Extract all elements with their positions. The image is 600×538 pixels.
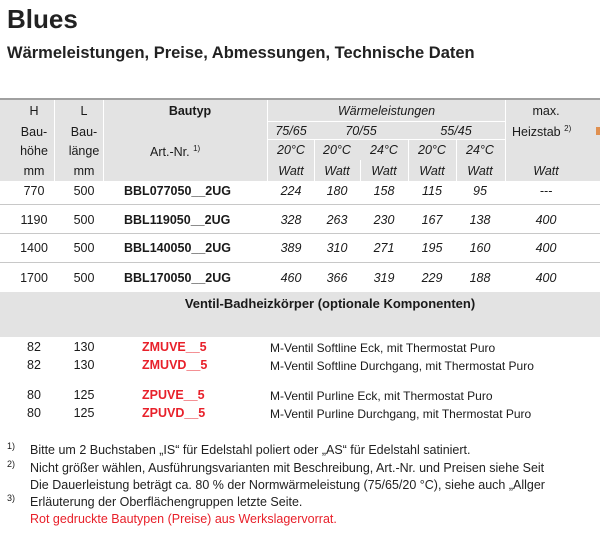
cell-w1: 460	[280, 271, 302, 285]
cell-w5: 138	[469, 213, 491, 227]
row-divider	[0, 204, 600, 205]
header-watt: Watt	[419, 164, 445, 178]
cell-w5: 160	[469, 241, 491, 255]
valve-section-title: Ventil-Badheizkörper (optionale Komponenten)	[184, 296, 476, 311]
cell-h: 1190	[20, 213, 48, 227]
cell-max: 400	[535, 271, 557, 285]
cell-art: BBL077050__2UG	[124, 184, 232, 198]
valve-l: 130	[73, 358, 95, 372]
header-heizstab-label: Heizstab	[512, 125, 561, 140]
header-waerme: Wärmeleistungen	[337, 104, 436, 118]
cell-w1: 224	[280, 184, 302, 198]
header-watt: Watt	[371, 164, 397, 178]
cell-w3: 271	[373, 241, 395, 255]
valve-l: 130	[73, 340, 95, 354]
cell-w4: 167	[421, 213, 443, 227]
cell-w4: 229	[421, 271, 443, 285]
cell-l: 500	[73, 271, 95, 285]
valve-desc: M-Ventil Purline Durchgang, mit Thermostat Puro	[270, 407, 532, 421]
header-heizstab-watt: Watt	[533, 164, 559, 178]
valve-desc: M-Ventil Softline Eck, mit Thermostat Puro	[270, 341, 496, 355]
header-bautyp: Bautyp	[168, 104, 212, 118]
header-group-55-45: 55/45	[440, 124, 472, 138]
cell-l: 500	[73, 184, 95, 198]
valve-art: ZPUVE__5	[142, 388, 205, 402]
valve-desc: M-Ventil Softline Durchgang, mit Thermostat Puro	[270, 359, 534, 373]
cell-h: 770	[23, 184, 45, 198]
cell-l: 500	[73, 213, 95, 227]
footnote-1: Bitte um 2 Buchstaben „IS“ für Edelstahl poliert oder „AS“ für Edelstahl satiniert.	[30, 443, 471, 457]
cell-w1: 389	[280, 241, 302, 255]
valve-art: ZMUVD__5	[142, 358, 208, 372]
header-artnr-label: Art.-Nr.	[150, 145, 190, 160]
header-watt: Watt	[467, 164, 493, 178]
header-h-sub: Bau-	[20, 125, 48, 139]
header-divider	[268, 139, 505, 140]
valve-h: 82	[27, 358, 41, 372]
header-heizstab-footnote: 2)	[564, 124, 572, 133]
cell-w4: 195	[421, 241, 443, 255]
valve-desc: M-Ventil Purline Eck, mit Thermostat Puro	[270, 389, 493, 403]
header-temp: 20°C	[277, 143, 305, 157]
valve-l: 125	[73, 406, 95, 420]
cell-w2: 180	[326, 184, 348, 198]
header-l-unit: mm	[73, 164, 95, 178]
valve-h: 80	[27, 388, 41, 402]
valve-art: ZPUVD__5	[142, 406, 206, 420]
row-divider	[0, 233, 600, 234]
footnote-stock-note: Rot gedruckte Bautypen (Preise) aus Werkslagervorrat.	[30, 512, 337, 526]
cell-w4: 115	[422, 184, 442, 198]
cell-w3: 230	[373, 213, 395, 227]
cell-w3: 158	[373, 184, 395, 198]
footnote-2: Nicht größer wählen, Ausführungsvarianten mit Beschreibung, Art.-Nr. und Preisen siehe Seit	[30, 461, 545, 475]
header-temp: 20°C	[418, 143, 446, 157]
header-temp: 20°C	[323, 143, 351, 157]
header-group-75-65: 75/65	[275, 124, 307, 138]
footnote-marker: 3)	[7, 493, 16, 503]
footnote-marker: 1)	[7, 441, 16, 451]
cell-h: 1400	[20, 241, 48, 255]
cell-w3: 319	[373, 271, 395, 285]
header-divider	[268, 121, 505, 122]
cell-l: 500	[73, 241, 95, 255]
header-artnr-footnote: 1)	[193, 144, 201, 153]
valve-l: 125	[73, 388, 95, 402]
header-l-sub: Bau-	[70, 125, 98, 139]
header-h: H	[29, 104, 39, 118]
header-temp: 24°C	[466, 143, 494, 157]
page-subtitle: Wärmeleistungen, Preise, Abmessungen, Technische Daten	[7, 44, 475, 62]
header-h-sub: höhe	[20, 144, 48, 158]
cell-w2: 310	[326, 241, 348, 255]
header-artnr	[150, 144, 200, 159]
valve-art: ZMUVE__5	[142, 340, 207, 354]
cell-w2: 366	[326, 271, 348, 285]
footnote-marker: 2)	[7, 459, 16, 469]
header-max: max.	[532, 104, 560, 118]
header-l: L	[80, 104, 88, 118]
header-watt: Watt	[324, 164, 350, 178]
cropped-edge-mark	[596, 127, 600, 135]
header-temp: 24°C	[370, 143, 398, 157]
cell-w1: 328	[280, 213, 302, 227]
cell-h: 1700	[20, 271, 48, 285]
cell-art: BBL170050__2UG	[124, 271, 232, 285]
cell-w2: 263	[326, 213, 348, 227]
row-divider	[0, 262, 600, 263]
header-watt: Watt	[278, 164, 304, 178]
valve-h: 82	[27, 340, 41, 354]
cell-max: ---	[539, 184, 553, 198]
cell-max: 400	[535, 213, 557, 227]
header-l-sub: länge	[68, 144, 100, 158]
cell-max: 400	[535, 241, 557, 255]
footnote-3: Erläuterung der Oberflächengruppen letzte Seite.	[30, 495, 303, 509]
footnote-2-cont: Die Dauerleistung beträgt ca. 80 % der Normwärmeleistung (75/65/20 °C), siehe auch „Allger	[30, 478, 545, 492]
cell-w5: 188	[469, 271, 491, 285]
header-h-unit: mm	[23, 164, 45, 178]
cell-art: BBL119050__2UG	[124, 213, 231, 227]
cell-art: BBL140050__2UG	[124, 241, 232, 255]
header-divider	[54, 100, 55, 181]
page-title: Blues	[7, 4, 78, 34]
cell-w5: 95	[473, 184, 487, 198]
valve-h: 80	[27, 406, 41, 420]
header-group-70-55: 70/55	[345, 124, 377, 138]
header-heizstab	[512, 124, 571, 139]
